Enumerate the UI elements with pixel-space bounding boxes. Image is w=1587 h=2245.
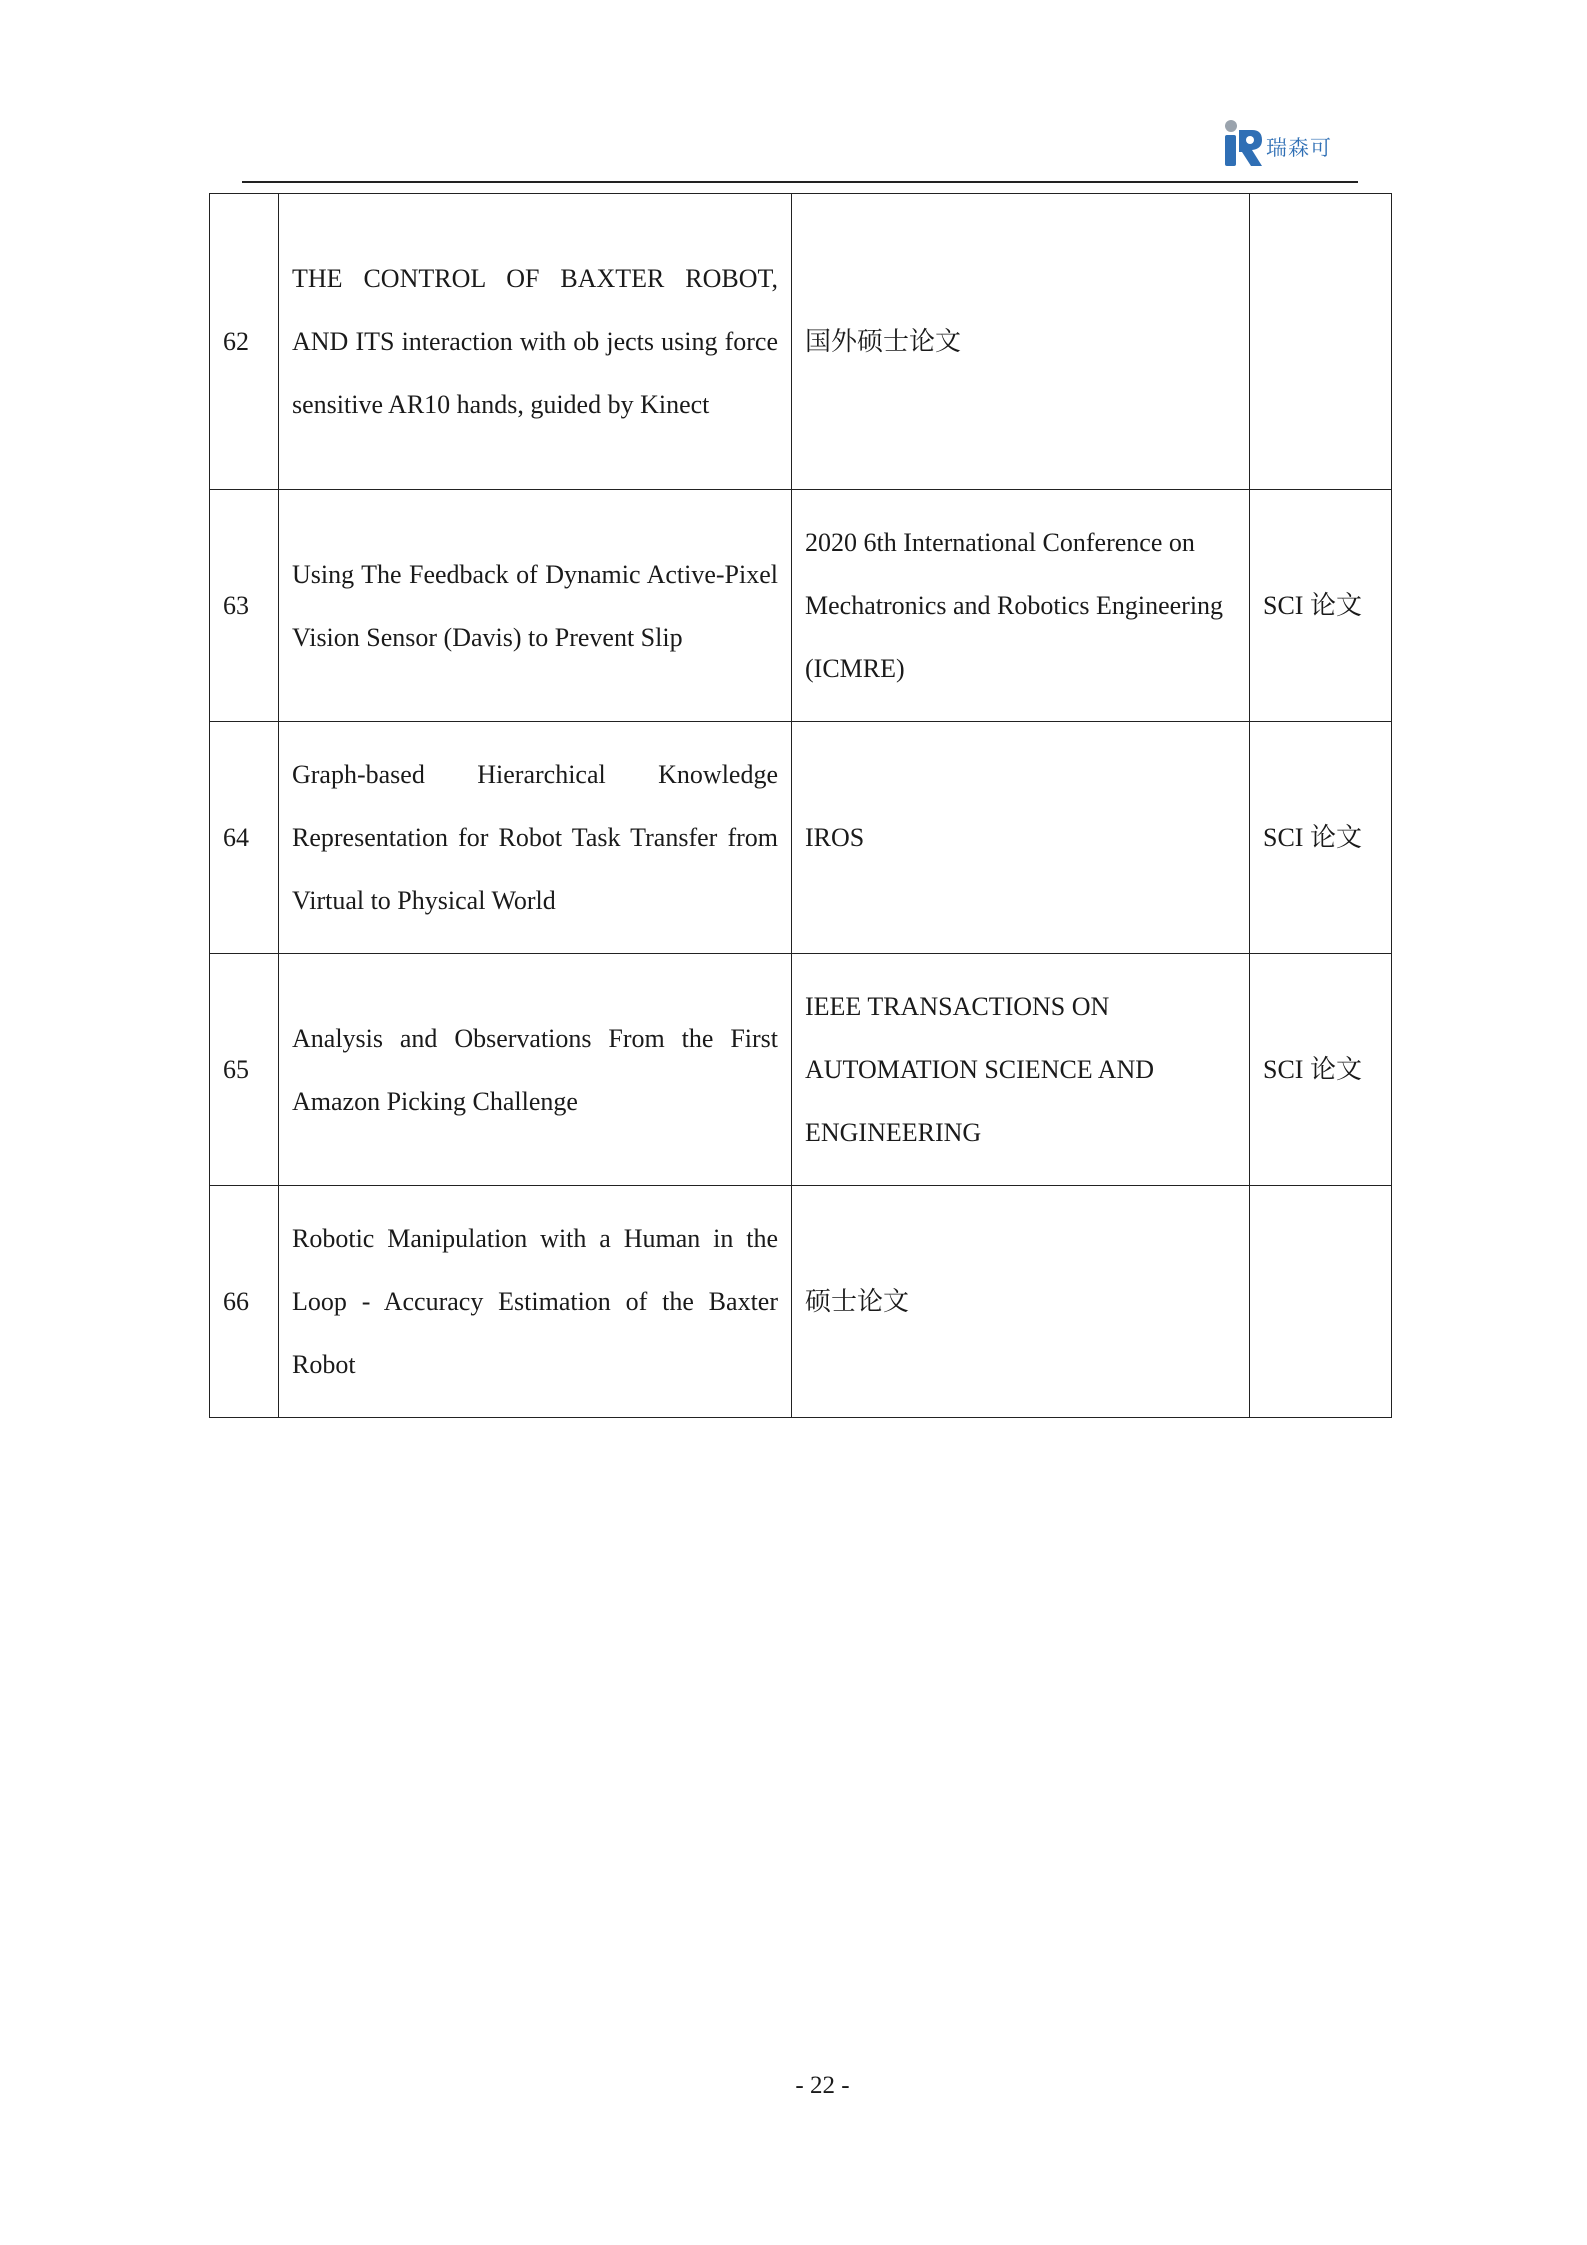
paper-type: SCI 论文 bbox=[1250, 490, 1392, 722]
paper-venue: IEEE TRANSACTIONS ON AUTOMATION SCIENCE AND ENGINEERING bbox=[792, 954, 1250, 1186]
paper-title: Graph-based Hierarchical Knowledge Representation for Robot Task Transfer from Virtual to Physical World bbox=[279, 722, 792, 954]
logo-text: 瑞森可 bbox=[1266, 136, 1332, 160]
paper-venue: 国外硕士论文 bbox=[792, 194, 1250, 490]
table-row bbox=[210, 490, 1392, 722]
paper-type bbox=[1250, 194, 1392, 490]
paper-type: SCI 论文 bbox=[1250, 722, 1392, 954]
row-number: 62 bbox=[210, 194, 279, 490]
paper-title: Robotic Manipulation with a Human in the Loop - Accuracy Estimation of the Baxter Robot bbox=[279, 1186, 792, 1418]
table-row bbox=[210, 1186, 1392, 1418]
company-logo bbox=[1222, 118, 1352, 170]
table-row bbox=[210, 954, 1392, 1186]
table-row bbox=[210, 722, 1392, 954]
paper-venue: 2020 6th International Conference on Mechatronics and Robotics Engineering (ICMRE) bbox=[792, 490, 1250, 722]
page-number: - 22 - bbox=[795, 2072, 850, 2099]
paper-type bbox=[1250, 1186, 1392, 1418]
row-number: 65 bbox=[210, 954, 279, 1186]
paper-venue: 硕士论文 bbox=[792, 1186, 1250, 1418]
paper-title: Using The Feedback of Dynamic Active-Pixel Vision Sensor (Davis) to Prevent Slip bbox=[279, 490, 792, 722]
ruisenke-logo-icon bbox=[1222, 118, 1266, 170]
paper-venue: IROS bbox=[792, 722, 1250, 954]
paper-type: SCI 论文 bbox=[1250, 954, 1392, 1186]
header-rule bbox=[242, 181, 1358, 183]
table-row bbox=[210, 194, 1392, 490]
row-number: 63 bbox=[210, 490, 279, 722]
row-number: 64 bbox=[210, 722, 279, 954]
paper-title: THE CONTROL OF BAXTER ROBOT, AND ITS interaction with ob jects using force sensitive AR10 hands, guided by Kinect bbox=[279, 194, 792, 490]
references-table bbox=[209, 193, 1392, 1418]
row-number: 66 bbox=[210, 1186, 279, 1418]
paper-title: Analysis and Observations From the First Amazon Picking Challenge bbox=[279, 954, 792, 1186]
